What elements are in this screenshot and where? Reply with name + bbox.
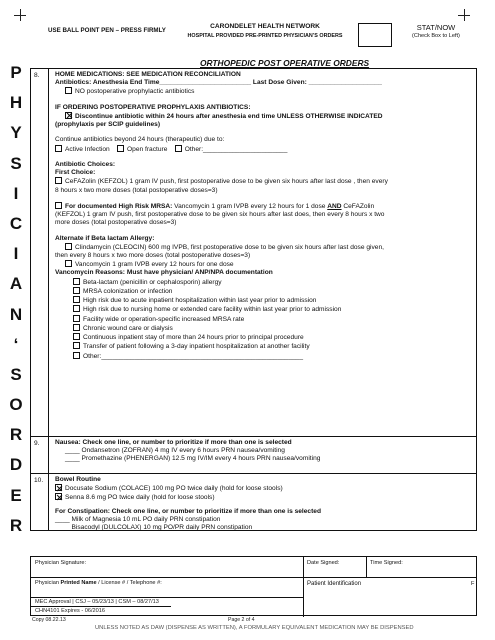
time-signed-field[interactable]: Time Signed: [370, 560, 403, 566]
physician-signature-field[interactable]: Physician Signature: [35, 560, 86, 566]
side-letter: ‘ [13, 334, 19, 354]
clindamycin-label-cont: then every 8 hours x two more doses (total postoperative doses=3) [55, 251, 251, 259]
bowel-routine-heading: Bowel Routine [55, 476, 101, 483]
no-prophylactic-label: NO postoperative prophylactic antibiotics [75, 88, 195, 96]
promethazine-line[interactable]: ____ Promethazine (PHENERGAN) 12.5 mg IV/IM every 4 hours PRN nausea/vomiting [65, 455, 321, 463]
printed-name-bold: Printed Name [60, 580, 97, 586]
reason-checkbox[interactable] [73, 296, 80, 303]
side-letter: C [9, 213, 23, 233]
cefazolin-label-cont: 8 hours x two more doses (total postoperative doses=3) [55, 186, 218, 194]
signature-block [30, 556, 477, 616]
reason-other-field[interactable]: Other:_______________________________________________________ [83, 352, 304, 360]
reason-checkbox[interactable] [73, 287, 80, 294]
side-letter: Y [10, 123, 22, 143]
side-letter: R [9, 425, 23, 445]
side-letter: D [9, 455, 23, 475]
reason-checkbox[interactable] [73, 324, 80, 331]
divider [303, 557, 304, 577]
no-prophylactic-checkbox[interactable] [65, 87, 72, 94]
vancomycin-reasons-heading: Vancomycin Reasons: Must have physician/ ANP/NPA documentation [55, 269, 273, 277]
reason-label: High risk due to nursing home or extended care facility within last year prior to admission [83, 306, 342, 314]
reason-label: High risk due to acute inpatient hospitalization within last year prior to admission [83, 297, 317, 305]
section-8-body [55, 71, 472, 361]
header-instruction: USE BALL POINT PEN – PRESS FIRMLY [48, 27, 166, 34]
cefazolin-checkbox[interactable] [55, 177, 62, 184]
other-reason-field[interactable]: Other:_______________________ [184, 145, 288, 153]
mrsa-cont-1: (KEFZOL) 1 gram IV push, first postoperative dose to be given six hours after last does, then every 8 hours x two [55, 211, 385, 219]
discontinue-label: Discontinue antibiotic within 24 hours after anesthesia end time UNLESS OTHERWISE INDICATED [75, 112, 383, 120]
home-medications-heading: HOME MEDICATIONS: SEE MEDICATION RECONCILIATION [55, 71, 241, 78]
mrsa-cefazolin: CeFAZolin [341, 202, 375, 210]
stat-subtext: (Check Box to Left) [412, 33, 460, 40]
vancomycin-alt-label: Vancomycin 1 gram IVPB every 12 hours for one dose [75, 261, 234, 269]
date-signed-field[interactable]: Date Signed: [307, 560, 340, 566]
divider [31, 597, 303, 598]
stat-checkbox[interactable] [358, 23, 392, 47]
formulary-disclaimer: UNLESS NOTED AS DAW (DISPENSE AS WRITTEN), A FORMULARY EQUIVALENT MEDICATION MAY BE DISPENSED [95, 625, 414, 631]
org-subtitle: HOSPITAL PROVIDED PRE-PRINTED PHYSICIAN’S ORDERS [187, 33, 343, 40]
divider [303, 577, 304, 617]
copy-date: Copy 08.22.13 [32, 617, 66, 623]
first-choice-heading: First Choice: [55, 169, 96, 177]
section-10 [31, 474, 476, 532]
divider [366, 557, 367, 577]
section-number: 8. [34, 72, 40, 79]
reason-checkbox[interactable] [73, 305, 80, 312]
active-infection-label: Active Infection [65, 145, 110, 153]
clindamycin-label: Clindamycin (CLEOCIN) 600 mg IVPB, first postoperative dose to be given six hours after last dose given, [75, 243, 384, 251]
section-9 [31, 437, 476, 473]
mec-approval: MEC Approval | CSJ – 05/23/13 | CSM – 08/27/13 [35, 599, 159, 605]
section-8 [31, 69, 476, 436]
constipation-heading: For Constipation: Check one line, or number to prioritize if more than one is selected [55, 507, 321, 515]
divider [31, 606, 171, 607]
senna-checkbox[interactable] [55, 493, 62, 500]
side-letter: S [10, 364, 22, 384]
header-organization [165, 23, 365, 40]
other-reason-checkbox[interactable] [175, 145, 182, 152]
reason-checkbox[interactable] [73, 278, 80, 285]
beta-lactam-heading: Alternate if Beta lactam Allergy: [55, 234, 155, 242]
clindamycin-checkbox[interactable] [65, 243, 72, 250]
section-number: 10. [34, 477, 44, 484]
mrsa-label: For documented High Risk MRSA: [65, 202, 173, 210]
mrsa-and: AND [327, 202, 342, 210]
org-name: CARONDELET HEALTH NETWORK [210, 23, 320, 30]
side-letter: I [13, 183, 19, 203]
form-number: CHN4101 Expires - 06/2016 [35, 608, 105, 614]
printed-name-part: Physician [35, 580, 61, 586]
active-infection-checkbox[interactable] [55, 145, 62, 152]
nausea-heading: Nausea: Check one line, or number to prioritize if more than one is selected [55, 439, 292, 446]
milk-of-magnesia-line[interactable]: ____ Milk of Magnesia 10 mL PO daily PRN constipation [55, 515, 221, 523]
mrsa-checkbox[interactable] [55, 202, 62, 209]
reason-label: Chronic wound care or dialysis [83, 324, 173, 332]
senna-label: Senna 8.6 mg PO twice daily (hold for loose stools) [65, 494, 215, 502]
section-9-body [55, 439, 472, 464]
side-letter: H [9, 93, 23, 113]
stat-label [398, 23, 474, 40]
stat-text: STAT/NOW [416, 23, 456, 32]
reason-label: MRSA colonization or infection [83, 287, 173, 295]
patient-identification-label: Patient Identification [307, 581, 362, 587]
section-10-body [55, 476, 472, 532]
reason-label: Facility wide or operation-specific increased MRSA rate [83, 315, 245, 323]
reason-label: Continuous inpatient stay of more than 24 hours prior to principal procedure [83, 334, 304, 342]
reason-checkbox[interactable] [73, 315, 80, 322]
divider [31, 577, 476, 578]
patient-id-marker: F [471, 581, 475, 587]
mrsa-cont-2: more doses (total postoperative doses=3) [55, 219, 177, 227]
open-fracture-checkbox[interactable] [117, 145, 124, 152]
vancomycin-alt-checkbox[interactable] [65, 260, 72, 267]
docusate-checkbox[interactable] [55, 484, 62, 491]
reason-label: Beta-lactam (penicillin or cephalosporin) allergy [83, 278, 222, 286]
reason-checkbox[interactable] [73, 342, 80, 349]
side-letter: O [9, 395, 23, 415]
ondansetron-line[interactable]: ____ Ondansetron (ZOFRAN) 4 mg IV every 6 hours PRN nausea/vomiting [65, 447, 285, 455]
discontinue-checkbox[interactable] [65, 112, 72, 119]
antibiotic-choices-heading: Antibiotic Choices: [55, 160, 116, 168]
side-letter: R [9, 515, 23, 535]
orders-table [30, 68, 477, 531]
side-letter: A [9, 274, 23, 294]
docusate-label: Docusate Sodium (COLACE) 100 mg PO twice daily (hold for loose stools) [65, 485, 283, 493]
side-physicians-order [6, 58, 26, 541]
scip-note: (prophylaxis per SCIP guidelines) [55, 121, 161, 129]
reason-label: Transfer of patient following a 3-day inpatient hospitalization at another facility [83, 343, 310, 351]
reason-other-checkbox[interactable] [73, 352, 80, 359]
side-letter: N [9, 304, 23, 324]
printed-name-part: / License # / Telephone #: [96, 580, 162, 586]
prophylaxis-heading: IF ORDERING POSTOPERATIVE PROPHYLAXIS ANTIBIOTICS: [55, 103, 251, 111]
bisacodyl-line[interactable]: ____ Bisacodyl (DULCOLAX) 10 mg PO/PR daily PRN constipation [55, 524, 253, 532]
mrsa-vancomycin: Vancomycin 1 gram IVPB every 12 hours for 1 dose [172, 202, 328, 210]
side-letter: S [10, 153, 22, 173]
registration-mark-left [14, 9, 26, 21]
cefazolin-label: CeFAZolin (KEFZOL) 1 gram IV push, first postoperative dose to be given six hours after last dose , then every [65, 178, 388, 186]
side-letter: E [10, 485, 22, 505]
continue-antibiotics-label: Continue antibiotics beyond 24 hours (therapeutic) due to: [55, 136, 225, 144]
side-letter: P [10, 63, 22, 82]
page-number: Page 2 of 4 [228, 617, 255, 623]
physician-printed-name-field[interactable] [35, 580, 162, 587]
anesthesia-end-time-field[interactable]: Antibiotics: Anesthesia End Time_________________________ Last Dose Given: ____________________ [55, 79, 382, 87]
open-fracture-label: Open fracture [127, 145, 168, 153]
registration-mark-right [458, 9, 470, 21]
section-number: 9. [34, 440, 40, 447]
side-letter: I [13, 244, 19, 264]
reason-checkbox[interactable] [73, 333, 80, 340]
form-title: ORTHOPEDIC POST OPERATIVE ORDERS [200, 58, 370, 68]
